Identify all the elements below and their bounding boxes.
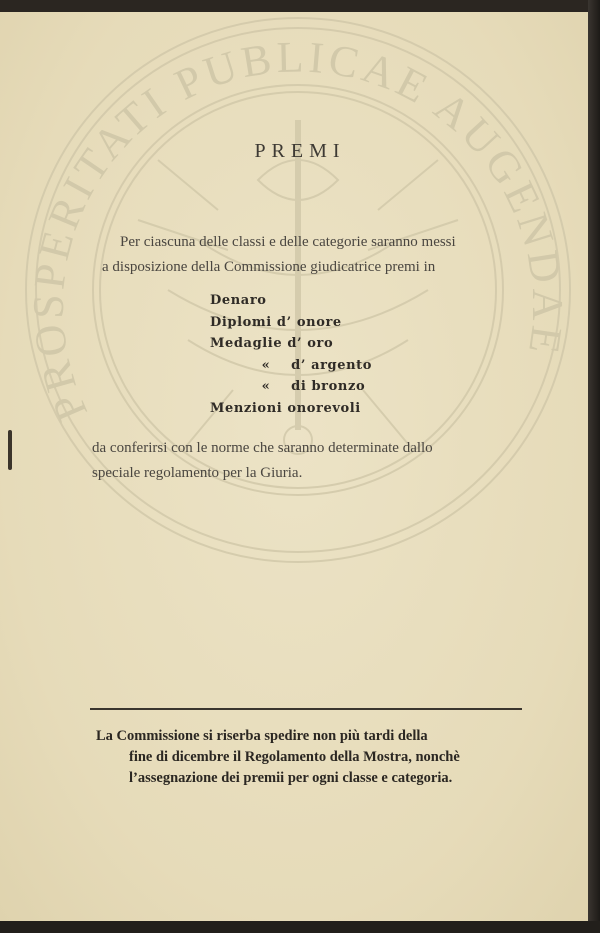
intro-line: Per ciascuna delle classi e delle categorie saranno messi: [120, 234, 456, 250]
closing-line: da conferirsi con le norme che saranno determinate dallo: [92, 440, 433, 456]
prize-item: Menzioni onorevoli: [210, 400, 361, 416]
prize-item-label: di bronzo: [291, 379, 366, 394]
prize-item: [210, 376, 372, 398]
prize-item-label: d’ argento: [291, 357, 373, 373]
watermark-legend: PROSPERITATI PUBLICAE AUGENDAE: [23, 32, 573, 429]
footer-line: fine di dicembre il Regolamento della Mostra, nonchè: [129, 749, 460, 765]
intro-paragraph: [102, 230, 522, 280]
ditto-mark: «: [261, 379, 271, 394]
footer-note: [96, 726, 536, 789]
ditto-mark: «: [261, 357, 271, 373]
scan-bottom-edge: [0, 921, 600, 933]
binding-mark: [8, 430, 12, 470]
section-divider: [90, 708, 522, 710]
prize-item: Diplomi d’ onore: [210, 314, 342, 330]
prize-item: Medaglie d’ oro: [210, 336, 334, 351]
footer-line: La Commissione si riserba spedire non più tardi della: [96, 728, 428, 744]
prize-list: [210, 290, 372, 419]
closing-line: speciale regolamento per la Giuria.: [92, 465, 303, 481]
prize-item: [210, 355, 372, 377]
closing-paragraph: [92, 436, 532, 486]
page-title: PREMI: [254, 140, 346, 162]
intro-line: a disposizione della Commissione giudicatrice premi in: [102, 259, 436, 275]
footer-line: l’assegnazione dei premii per ogni classe e categoria.: [129, 770, 453, 786]
prize-item: Denaro: [210, 293, 267, 308]
